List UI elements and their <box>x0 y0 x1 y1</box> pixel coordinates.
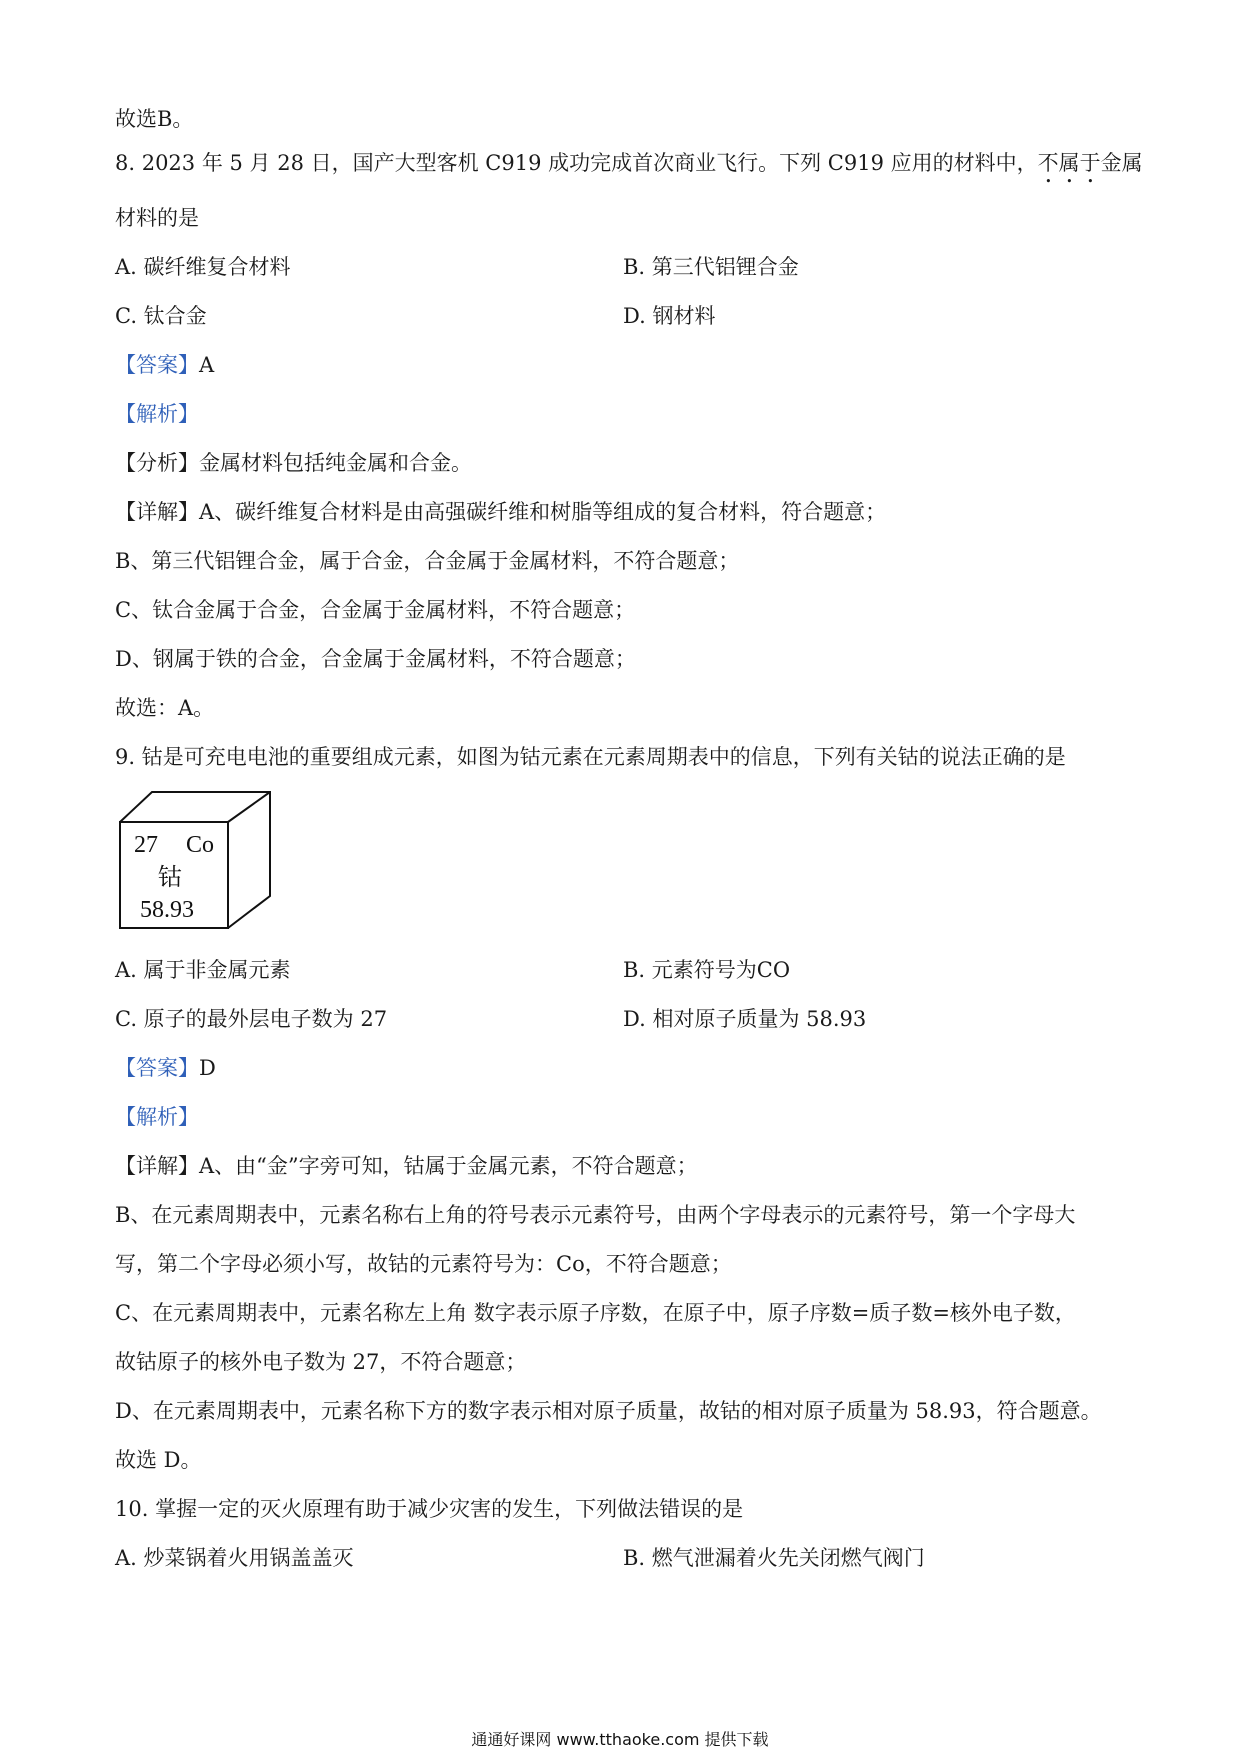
q9-detail-a: 【详解】A、由“金”字旁可知，钴属于金属元素，不符合题意； <box>115 1154 698 1178</box>
q9-answer-value: D <box>199 1056 216 1080</box>
q9-option-d: D. 相对原子质量为 58.93 <box>623 1007 867 1031</box>
q8-answer-value: A <box>199 353 215 377</box>
q9-conclusion: 故选 D。 <box>115 1448 202 1472</box>
q9-option-a: A. 属于非金属元素 <box>115 958 291 982</box>
cobalt-symbol: Co <box>186 832 215 858</box>
cobalt-atomic-number: 27 <box>134 832 158 858</box>
q9-detail-b-line2: 写，第二个字母必须小写，故钴的元素符号为：Co，不符合题意； <box>115 1252 732 1276</box>
q8-option-c: C. 钛合金 <box>115 304 207 328</box>
q9-option-b: B. 元素符号为CO <box>623 958 791 982</box>
q8-detail-b: B、第三代铝锂合金，属于合金，合金属于金属材料，不符合题意； <box>115 549 740 573</box>
q8-answer-tag: 【答案】 <box>115 353 199 377</box>
q9-detail-b-line1: B、在元素周期表中，元素名称右上角的符号表示元素符号，由两个字母表示的元素符号，第一个字母大 <box>115 1203 1076 1227</box>
q8-analysis-tag: 【解析】 <box>115 402 199 426</box>
q8-stem-part1: 8. 2023 年 5 月 28 日，国产大型客机 C919 成功完成首次商业飞行。下列 C919 应用的材料中， <box>115 151 1038 175</box>
q8-detail-c: C、钛合金属于合金，合金属于金属材料，不符合题意； <box>115 598 636 622</box>
q8-stem-emphasis: 不属于 <box>1037 151 1101 175</box>
q9-detail-d: D、在元素周期表中，元素名称下方的数字表示相对原子质量，故钴的相对原子质量为 58.93，符合题意。 <box>115 1399 1102 1423</box>
q9-stem: 9. 钴是可充电电池的重要组成元素，如图为钴元素在元素周期表中的信息，下列有关钴的说法正确的是 <box>115 745 1066 769</box>
page-footer: 通通好课网 www.tthaoke.com 提供下载 <box>471 1730 769 1749</box>
q8-stem <box>115 148 1143 188</box>
q9-detail-c-line2: 故钴原子的核外电子数为 27，不符合题意； <box>115 1350 527 1374</box>
q8-option-a: A. 碳纤维复合材料 <box>115 255 291 279</box>
q10-stem: 10. 掌握一定的灭火原理有助于减少灾害的发生，下列做法错误的是 <box>115 1497 744 1521</box>
q9-detail-c-line1: C、在元素周期表中，元素名称左上角 数字表示原子序数，在原子中，原子序数=质子数=核外电子数， <box>115 1301 1076 1325</box>
cobalt-mass: 58.93 <box>140 897 194 923</box>
q9-analysis-tag: 【解析】 <box>115 1105 199 1129</box>
cobalt-name: 钴 <box>158 863 182 891</box>
q9-option-c: C. 原子的最外层电子数为 27 <box>115 1007 388 1031</box>
q8-option-d: D. 钢材料 <box>623 304 716 328</box>
q8-detail-a: 【详解】A、碳纤维复合材料是由高强碳纤维和树脂等组成的复合材料，符合题意； <box>115 500 887 524</box>
q9-answer-tag: 【答案】 <box>115 1056 199 1080</box>
q8-stem-continued: 材料的是 <box>115 206 199 230</box>
q8-stem-part2: 金属 <box>1100 151 1143 175</box>
q8-option-b: B. 第三代铝锂合金 <box>623 255 799 279</box>
q8-conclusion: 故选：A。 <box>115 696 215 720</box>
q8-detail-d: D、钢属于铁的合金，合金属于金属材料，不符合题意； <box>115 647 636 671</box>
q9-answer <box>115 1053 1130 1083</box>
q10-option-b: B. 燃气泄漏着火先关闭燃气阀门 <box>623 1546 925 1570</box>
cobalt-element-card <box>118 790 278 930</box>
prev-conclusion: 故选B。 <box>115 107 194 131</box>
q8-answer <box>115 350 1130 380</box>
q10-option-a: A. 炒菜锅着火用锅盖盖灭 <box>115 1546 354 1570</box>
q8-fenxi: 【分析】金属材料包括纯金属和合金。 <box>115 451 472 475</box>
